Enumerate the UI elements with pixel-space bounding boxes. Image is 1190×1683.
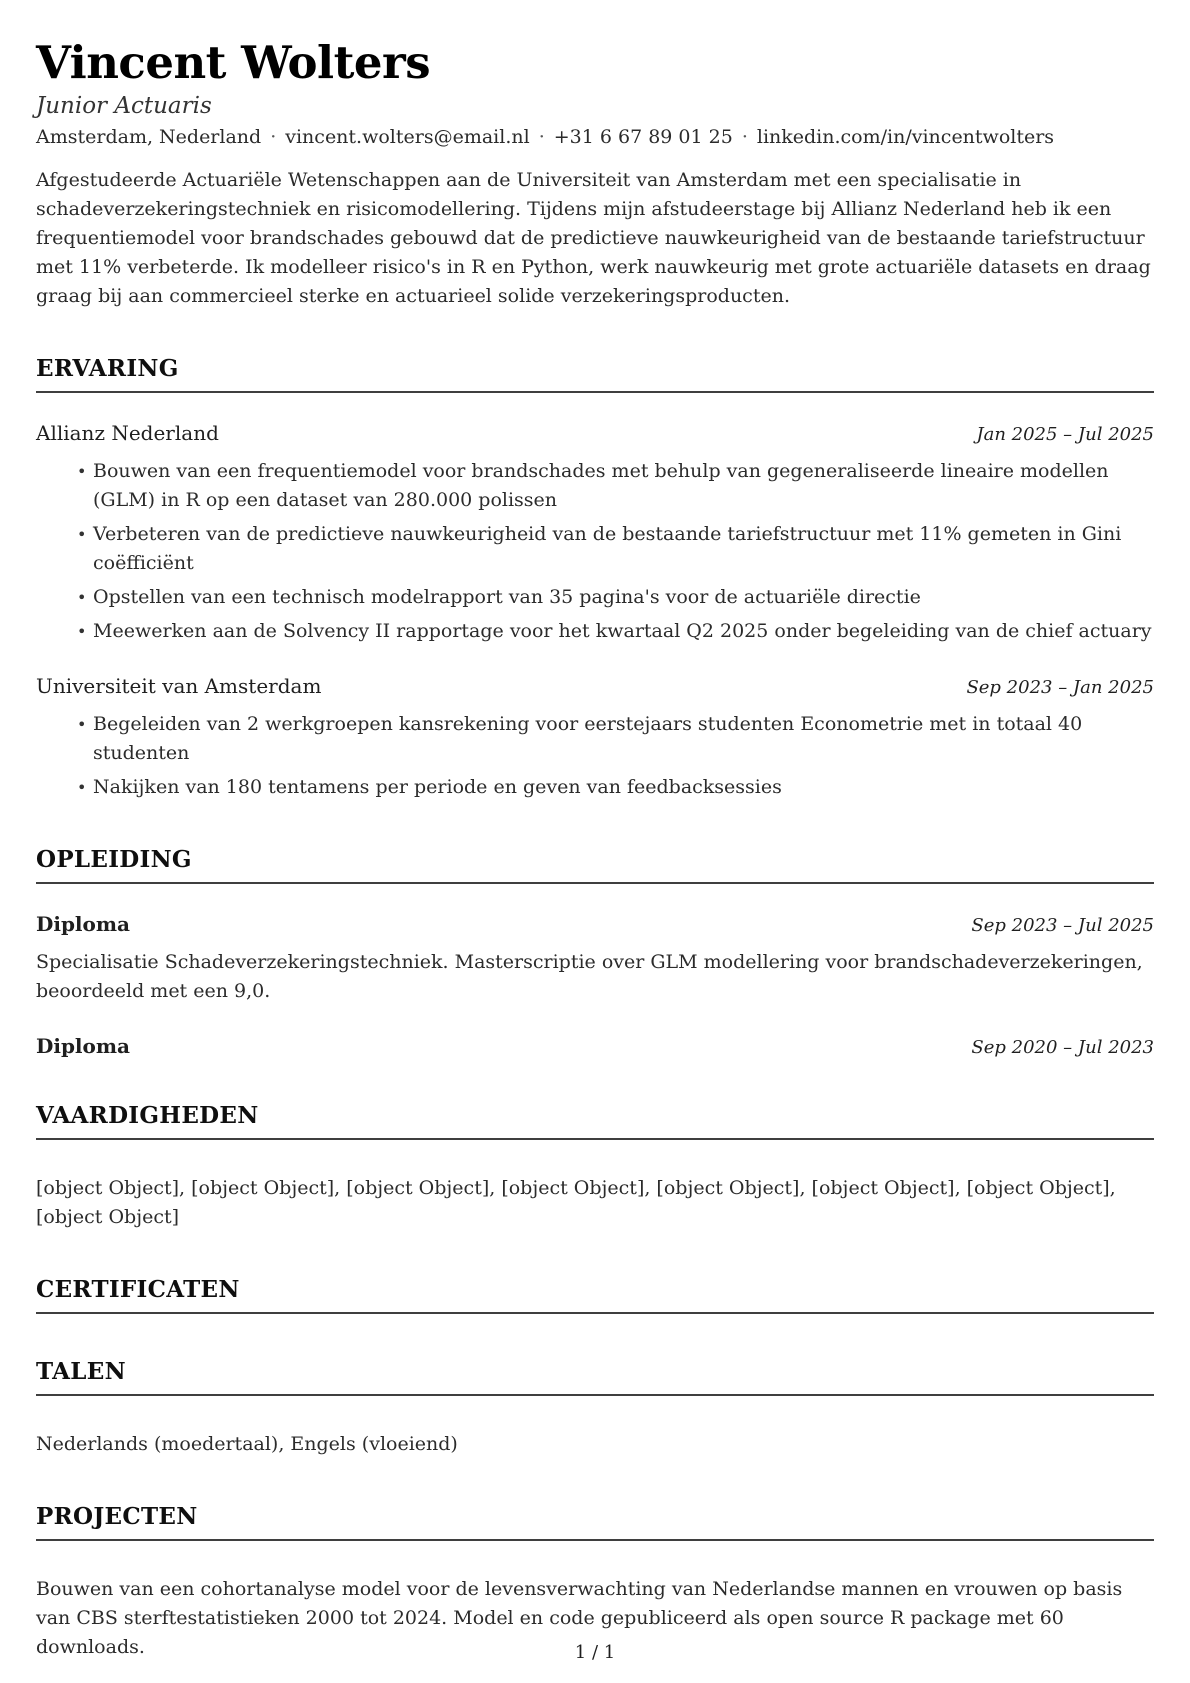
section-vaardigheden — [36, 1102, 1154, 1232]
contact-email: vincent.wolters@email.nl — [285, 126, 530, 149]
degree-name: Diploma — [36, 912, 130, 937]
bullet-item: • Meewerken aan de Solvency II rapportage voor het kwartaal Q2 2025 onder begeleiding van de chief actuary — [36, 617, 1154, 646]
experience-entry-allianz — [36, 421, 1154, 646]
section-heading-vaardigheden: VAARDIGHEDEN — [36, 1102, 1154, 1140]
languages-text: Nederlands (moedertaal), Engels (vloeiend) — [36, 1433, 458, 1456]
job-title: Junior Actuaris — [36, 93, 212, 120]
date-range: Sep 2023 – Jul 2025 — [971, 915, 1154, 937]
summary-paragraph: Afgestudeerde Actuariële Wetenschappen aan de Universiteit van Amsterdam met een specialisatie in schadeverzekeringstechniek en risicomodellering. Tijdens mijn afstudeerstage bij Allianz Nederland heb ik een frequentiemodel voor brandschades gebouwd dat de predictieve nauwkeurigheid van de bestaande tariefstructuur met 11% verbeterde. Ik modelleer risico's in R en Python, werk nauwkeurig met grote actuariële datasets en draag graag bij aan commercieel sterke en actuarieel solide verzekeringsproducten. — [36, 169, 1151, 308]
section-ervaring — [36, 355, 1154, 802]
section-talen — [36, 1358, 1154, 1459]
contact-location: Amsterdam, Nederland — [36, 126, 262, 149]
organization-name: Allianz Nederland — [36, 421, 219, 446]
section-heading-talen: TALEN — [36, 1358, 1154, 1396]
degree-name: Diploma — [36, 1034, 130, 1059]
contact-separator: · — [538, 126, 545, 149]
bullet-list — [36, 457, 1154, 646]
bullet-item: • Bouwen van een frequentiemodel voor brandschades met behulp van gegeneraliseerde lineaire modellen (GLM) in R op een dataset van 280.000 polissen — [36, 457, 1154, 515]
date-range: Jan 2025 – Jul 2025 — [976, 424, 1154, 446]
education-entry-head — [36, 912, 1154, 936]
candidate-name: Vincent Wolters — [36, 36, 431, 89]
section-projecten — [36, 1503, 1154, 1662]
contact-line — [36, 126, 1154, 148]
education-entry-1 — [36, 912, 1154, 1006]
section-heading-opleiding: OPLEIDING — [36, 846, 1154, 884]
bullet-item: • Begeleiden van 2 werkgroepen kansrekening voor eerstejaars studenten Econometrie met in totaal 40 studenten — [36, 710, 1154, 768]
section-opleiding — [36, 846, 1154, 1058]
bullet-item: • Nakijken van 180 tentamens per periode en geven van feedbacksessies — [36, 773, 1154, 802]
resume-header — [36, 38, 1154, 311]
contact-linkedin: linkedin.com/in/vincentwolters — [756, 126, 1055, 149]
education-entry-2 — [36, 1034, 1154, 1058]
project-description: Bouwen van een cohortanalyse model voor de levensverwachting van Nederlandse mannen en vrouwen op basis van CBS sterftestatistieken 2000 tot 2024. Model en code gepubliceerd als open source R package met 60 downloads. — [36, 1578, 1123, 1659]
contact-separator: · — [741, 126, 748, 149]
page-number: 1 / 1 — [574, 1642, 616, 1663]
experience-entry-uva — [36, 674, 1154, 802]
contact-separator: · — [270, 126, 277, 149]
section-heading-ervaring: ERVARING — [36, 355, 1154, 393]
bullet-list — [36, 710, 1154, 802]
contact-phone: +31 6 67 89 01 25 — [553, 126, 733, 149]
date-range: Sep 2023 – Jan 2025 — [966, 677, 1154, 699]
education-description: Specialisatie Schadeverzekeringstechniek. Masterscriptie over GLM modellering voor brandschadeverzekeringen, beoordeeld met een 9,0. — [36, 951, 1143, 1003]
organization-name: Universiteit van Amsterdam — [36, 674, 322, 699]
bullet-item: • Opstellen van een technisch modelrapport van 35 pagina's voor de actuariële directie — [36, 583, 1154, 612]
section-certificaten — [36, 1276, 1154, 1314]
experience-entry-head — [36, 421, 1154, 445]
bullet-item: • Verbeteren van de predictieve nauwkeurigheid van de bestaande tariefstructuur met 11% gemeten in Gini coëfficiënt — [36, 520, 1154, 578]
date-range: Sep 2020 – Jul 2023 — [971, 1037, 1154, 1059]
experience-entry-head — [36, 674, 1154, 698]
section-heading-projecten: PROJECTEN — [36, 1503, 1154, 1541]
education-entry-head — [36, 1034, 1154, 1058]
skills-text: [object Object], [object Object], [object Object], [object Object], [object Object], [object Object], [object Object], [object Object] — [36, 1177, 1116, 1229]
section-heading-certificaten: CERTIFICATEN — [36, 1276, 1154, 1314]
